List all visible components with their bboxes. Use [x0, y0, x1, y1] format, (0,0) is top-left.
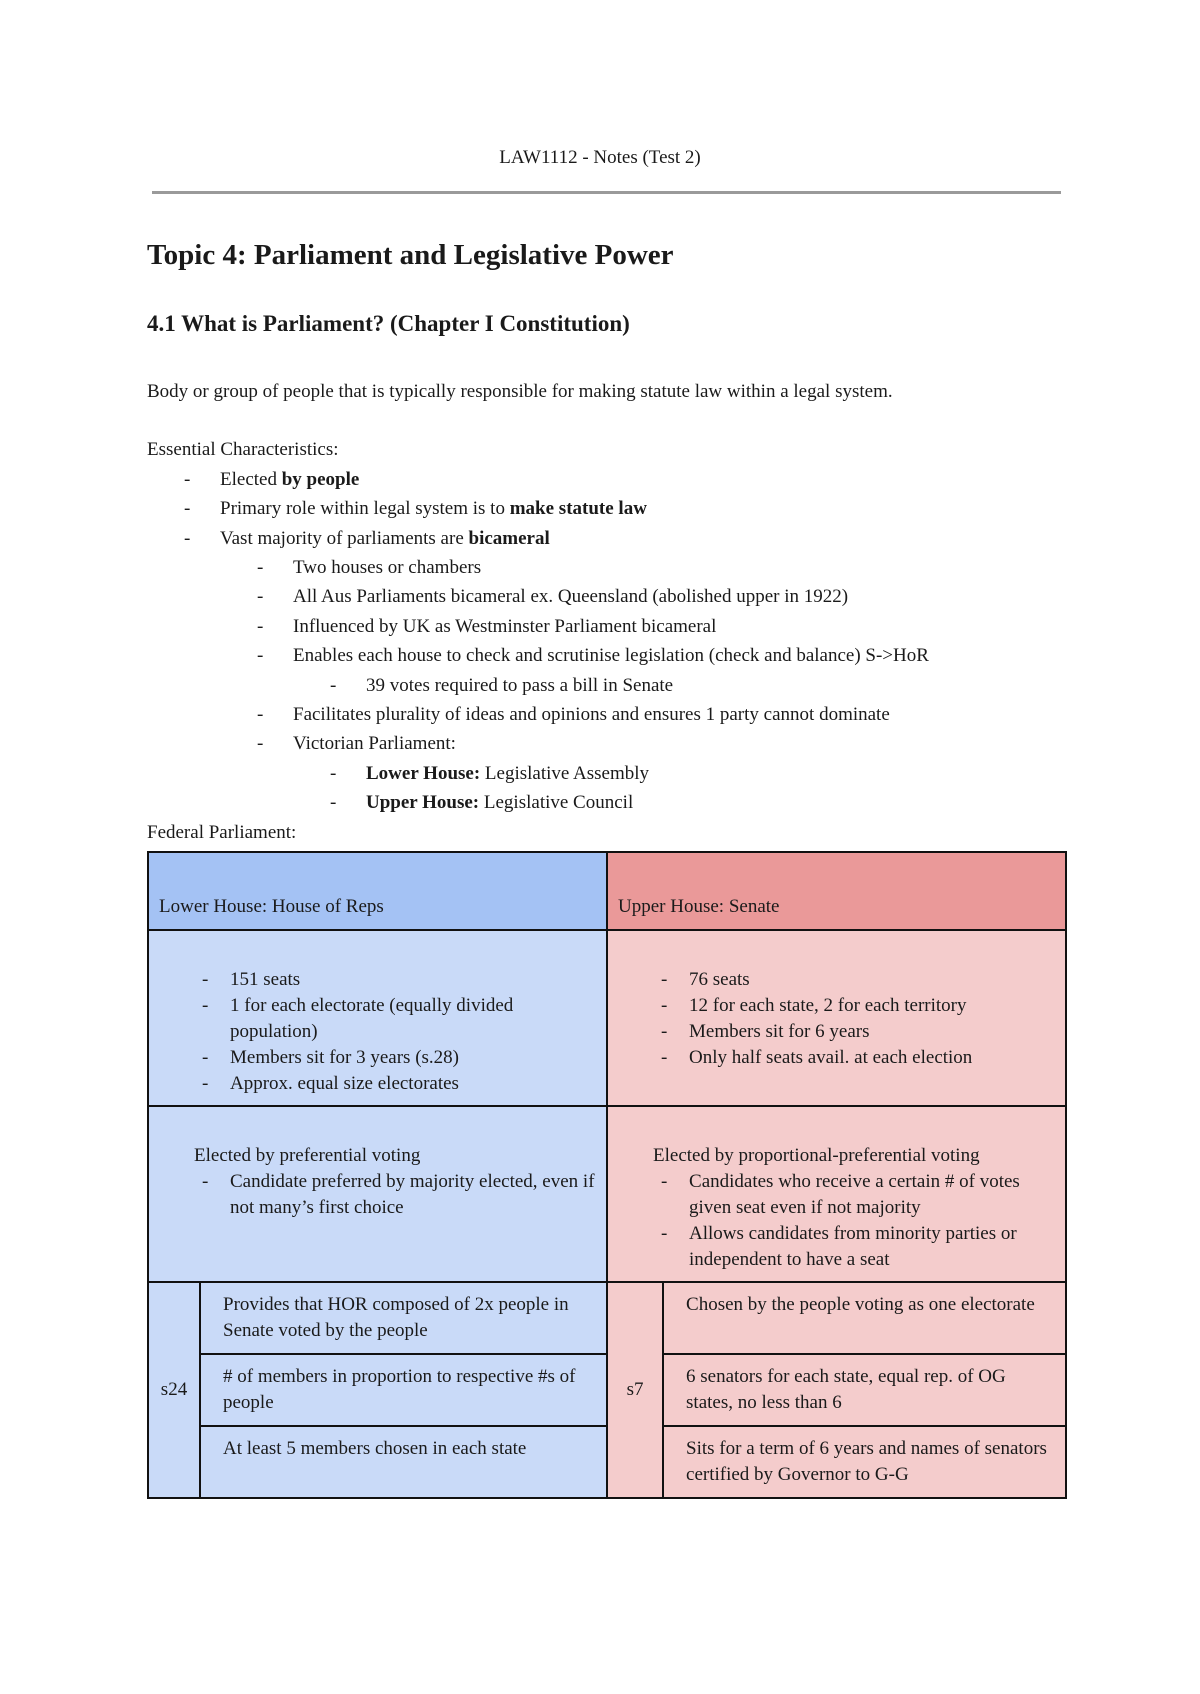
- list-item: - Facilitates plurality of ideas and opinions and ensures 1 party cannot dominate: [147, 700, 1067, 729]
- list-item: - Allows candidates from minority parties or independent to have a seat: [616, 1221, 1057, 1273]
- header-divider: [152, 191, 1061, 194]
- page-header: LAW1112 - Notes (Test 2): [499, 147, 701, 168]
- list-item: - Enables each house to check and scrutinise legislation (check and balance) S->HoR: [147, 641, 1067, 670]
- table-row: [148, 930, 1066, 1106]
- list-item: - Lower House: Legislative Assembly: [147, 759, 1067, 788]
- upper-voting-title: Elected by proportional-preferential voting: [653, 1145, 980, 1166]
- s24-point: At least 5 members chosen in each state: [200, 1426, 607, 1498]
- list-item: - All Aus Parliaments bicameral ex. Queensland (abolished upper in 1922): [147, 582, 1067, 611]
- table-row: [148, 1106, 1066, 1282]
- s7-point: Chosen by the people voting as one electorate: [663, 1282, 1066, 1354]
- section-s7-label: s7: [607, 1282, 663, 1498]
- victorian-houses-list: [147, 759, 1067, 818]
- document-body: [147, 232, 1067, 847]
- list-item: - Members sit for 3 years (s.28): [157, 1045, 598, 1071]
- list-item: - 1 for each electorate (equally divided population): [157, 993, 598, 1045]
- upper-house-voting: [607, 1106, 1066, 1282]
- section-title: 4.1 What is Parliament? (Chapter I Constitution): [147, 311, 630, 336]
- federal-parliament-table: [147, 851, 1067, 1499]
- list-item: - 39 votes required to pass a bill in Senate: [147, 671, 1067, 700]
- list-item: - Vast majority of parliaments are bicameral: [147, 524, 1067, 553]
- senate-votes-sublist: [147, 671, 1067, 700]
- list-item: - Approx. equal size electorates: [157, 1071, 598, 1097]
- lower-house-facts: [148, 930, 607, 1106]
- s7-point: Sits for a term of 6 years and names of senators certified by Governor to G-G: [663, 1426, 1066, 1498]
- essential-list: [147, 465, 1067, 553]
- list-item: - Two houses or chambers: [147, 553, 1067, 582]
- upper-house-facts: [607, 930, 1066, 1106]
- s24-point: # of members in proportion to respective #s of people: [200, 1354, 607, 1426]
- lower-house-voting: [148, 1106, 607, 1282]
- s7-point: 6 senators for each state, equal rep. of OG states, no less than 6: [663, 1354, 1066, 1426]
- federal-heading: Federal Parliament:: [147, 821, 297, 843]
- list-item: - Upper House: Legislative Council: [147, 788, 1067, 817]
- list-item: - 151 seats: [157, 967, 598, 993]
- bicameral-sublist: [147, 553, 1067, 671]
- bicameral-sublist-continued: [147, 700, 1067, 759]
- definition-text: Body or group of people that is typically responsible for making statute law within a legal system.: [147, 381, 893, 402]
- table-row: [148, 1354, 1066, 1426]
- topic-title: Topic 4: Parliament and Legislative Power: [147, 239, 674, 271]
- upper-house-header: Upper House: Senate: [607, 852, 1066, 930]
- essential-heading: Essential Characteristics:: [147, 439, 339, 461]
- list-item: - Elected by people: [147, 465, 1067, 494]
- section-s24-label: s24: [148, 1282, 200, 1498]
- list-item: - Members sit for 6 years: [616, 1019, 1057, 1045]
- list-item: - Only half seats avail. at each election: [616, 1045, 1057, 1071]
- lower-voting-title: Elected by preferential voting: [194, 1145, 421, 1166]
- s24-point: Provides that HOR composed of 2x people in Senate voted by the people: [200, 1282, 607, 1354]
- lower-house-header: Lower House: House of Reps: [148, 852, 607, 930]
- table-row: [148, 852, 1066, 930]
- list-item: - 12 for each state, 2 for each territory: [616, 993, 1057, 1019]
- list-item: - Candidate preferred by majority elected, even if not many’s first choice: [157, 1169, 598, 1221]
- list-item: - Victorian Parliament:: [147, 729, 1067, 758]
- table-row: [148, 1426, 1066, 1498]
- table-row: [148, 1282, 1066, 1354]
- list-item: - Candidates who receive a certain # of votes given seat even if not majority: [616, 1169, 1057, 1221]
- list-item: - Primary role within legal system is to make statute law: [147, 494, 1067, 523]
- list-item: - Influenced by UK as Westminster Parliament bicameral: [147, 612, 1067, 641]
- list-item: - 76 seats: [616, 967, 1057, 993]
